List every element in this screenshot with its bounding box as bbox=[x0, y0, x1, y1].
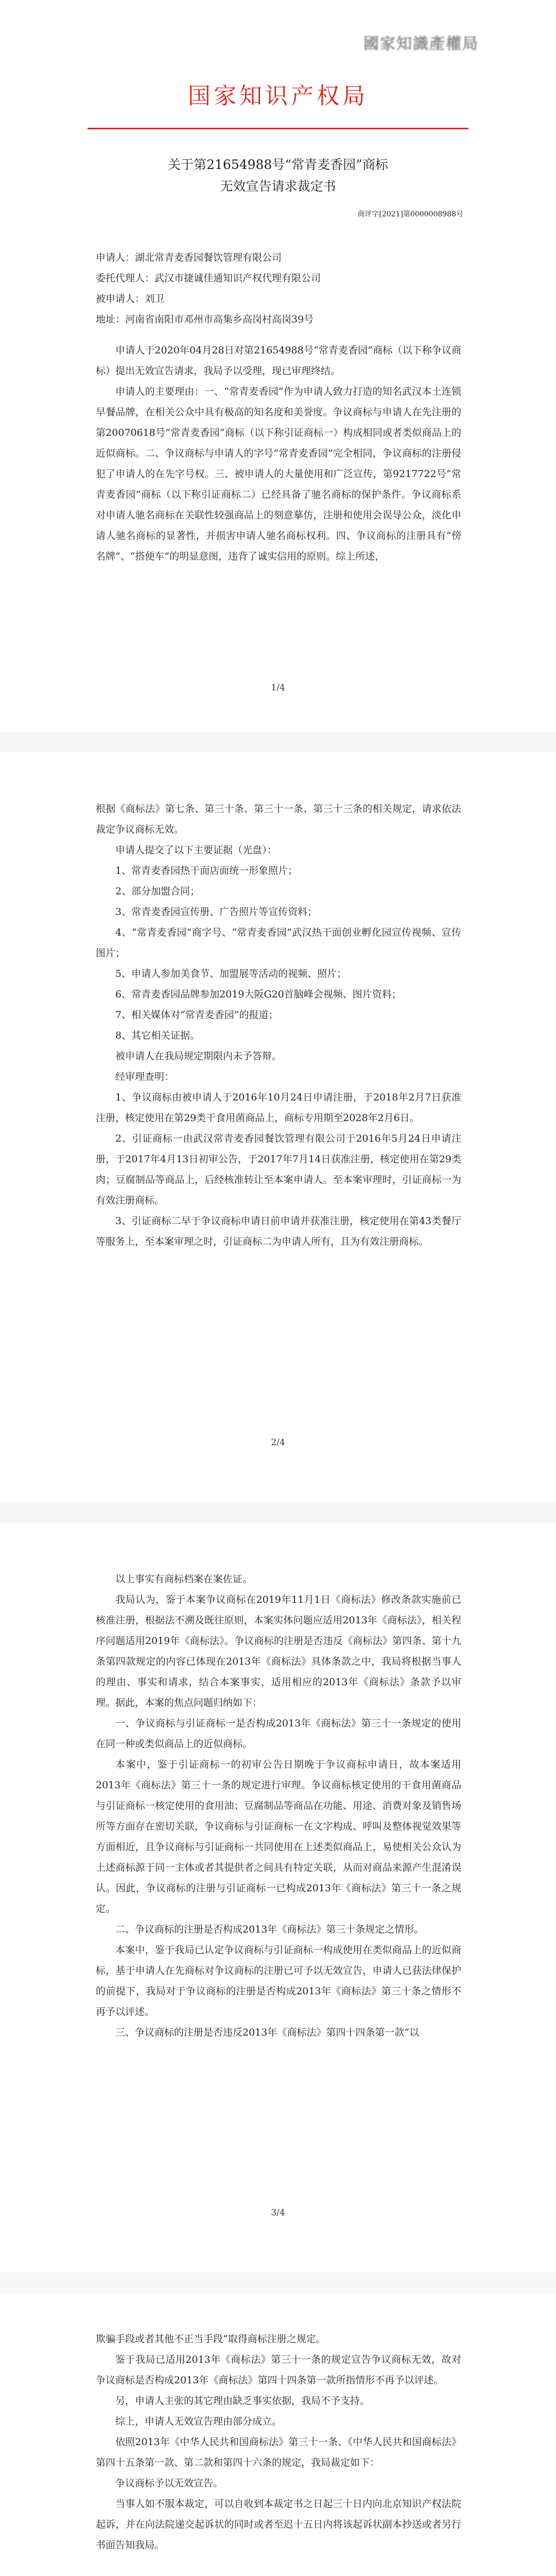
applicant: 申请人：湖北常青麦香园餐饮管理有限公司 bbox=[96, 252, 282, 263]
paragraph: 1、常青麦香园热干面店面统一形象照片； bbox=[115, 865, 298, 876]
paragraph: 被申请人在我局规定期限内未予答辩。 bbox=[115, 1050, 282, 1062]
paragraph: 4、“常青麦香园”商字号、“常青麦香园”武汉热干面创业孵化园宣传视频、宣传图片； bbox=[96, 927, 461, 959]
paragraph: 1、争议商标由被申请人于2016年10月24日申请注册，于2018年2月7日获准注册，核定使用在第29类干食用菌商品上，商标专用期至2028年2月6日。 bbox=[96, 1092, 461, 1124]
page-number: 3/4 bbox=[271, 2208, 285, 2218]
paragraph: 申请人的主要理由：一、“常青麦香园”作为申请人致力打造的知名武汉本土连锁早餐品牌，在相关公众中具有极高的知名度和美誉度。争议商标与申请人在先注册的第20070618号“常青麦香园”商标（以下称引证商标一）构成相同或者类似商品上的近似商标。二、争议商标与申请人的字号“常青麦香园”完全相同，争议商标的注册侵犯了申请人的在先字号权。三、被申请人的大量使用和广泛宣传，第9217722号“常青麦香园”商标（以下称引证商标二）已经具备了驰名商标的保护条件。争议商标系对申请人驰名商标在关联性较强商品上的刻意摹仿，注册和使用会误导公众，淡化申请人驰名商标的显著性，并损害申请人驰名商标权利。四、争议商标的注册具有“傍名牌”、“搭便车”的明显意图，违背了诚实信用的原则。综上所述， bbox=[96, 386, 461, 562]
page3-body bbox=[96, 1569, 461, 2043]
paragraph: 依照2013年《中华人民共和国商标法》第三十一条、《中华人民共和国商标法》第四十五条第一款、第二款和第四十六条的规定，我局裁定如下： bbox=[96, 2436, 461, 2468]
paragraph: 7、相关媒体对“常青麦香园”的报道； bbox=[115, 1009, 279, 1021]
parties-block bbox=[96, 247, 461, 330]
paragraph: 当事人如不服本裁定，可以自收到本裁定书之日起三十日内向北京知识产权法院起诉，并在向法院递交起诉状的同时或者至迟十五日内将该起诉状副本抄送或者另行书面告知我局。 bbox=[96, 2498, 461, 2551]
paragraph: 我局认为，鉴于本案争议商标在2019年11月1日《商标法》修改条款实施前已核准注册，根据法不溯及既往原则，本案实体问题应适用2013年《商标法》，相关程序问题适用2019年《商标法》。争议商标的注册是否违反《商标法》第四条、第十九条第四款规定的内容已体现在2013年《商标法》具体条款之中，我局将根据当事人的理由、事实和请求，结合本案事实，适用相应的2013年《商标法》条款予以审理。据此，本案的焦点问题归纳如下： bbox=[96, 1594, 461, 1708]
paragraph: 本案中，鉴于我局已认定争议商标与引证商标一构成使用在类似商品上的近似商标，基于申请人在先商标对争议商标的注册已可予以无效宣告，申请人已获法律保护的前提下，我局对于争议商标的注册是否构成2013年《商标法》第三十条之情形不再予以评述。 bbox=[96, 1944, 461, 2018]
paragraph: 综上，申请人无效宣告理由部分成立。 bbox=[115, 2416, 282, 2427]
paragraph: 2、部分加盟合同； bbox=[115, 886, 200, 897]
page2-body bbox=[96, 799, 461, 1252]
blurred-header-watermark: 國家知識產權局 bbox=[363, 35, 479, 53]
paragraph: 以上事实有商标档案在案佐证。 bbox=[115, 1573, 253, 1585]
document-page-4 bbox=[0, 2293, 556, 2576]
paragraph: 争议商标予以无效宣告。 bbox=[115, 2478, 223, 2489]
agency-name: 国家知识产权局 bbox=[188, 83, 368, 109]
paragraph: 申请人提交了以下主要证据（光盘）： bbox=[115, 844, 277, 856]
page1-body bbox=[96, 340, 461, 567]
document-page-1 bbox=[0, 0, 556, 732]
paragraph: 6、常青麦香园品牌参加2019大阪G20首脑峰会视频、图片资料； bbox=[115, 989, 402, 1000]
paragraph: 本案中，鉴于引证商标一的初审公告日期晚于争议商标申请日，故本案适用2013年《商标法》第三十一条的规定进行审理。争议商标核定使用的干食用菌商品与引证商标一核定使用的食用油；豆腐制品等商品在功能、用途、消费对象及销售场所等方面存在密切关联，争议商标与引证商标一在文字构成、呼叫及整体视觉效果等方面相近，且争议商标与引证商标一共同使用在上述类似商品上，易使相关公众认为上述商标源于同一主体或者其提供者之间具有特定关联，从而对商品来源产生混淆误认。因此，争议商标的注册与引证商标一已构成2013年《商标法》第三十一条之规定。 bbox=[96, 1759, 461, 1914]
paragraph: 2、引证商标一由武汉常青麦香园餐饮管理有限公司于2016年5月24日申请注册，于2017年4月13日初审公告，于2017年7月14日获准注册，核定使用在第29类肉；豆腐制品等商品上，后经核准转让至本案申请人。至本案审理时，引证商标一为有效注册商标。 bbox=[96, 1133, 461, 1206]
paragraph: 8、其它相关证据。 bbox=[115, 1030, 200, 1041]
doc-title-line2: 无效宣告请求裁定书 bbox=[220, 179, 336, 194]
paragraph: 另，申请人主张的其它理由缺乏事实依据，我局不予支持。 bbox=[115, 2395, 370, 2406]
paragraph: 一、争议商标与引证商标一是否构成2013年《商标法》第三十一条规定的使用在同一种或类似商品上的近似商标。 bbox=[96, 1718, 461, 1750]
page-number: 1/4 bbox=[271, 683, 285, 693]
page-number: 2/4 bbox=[271, 1437, 285, 1448]
paragraph: 三、争议商标的注册是否违反2013年《商标法》第四十四条第一款“以 bbox=[115, 2027, 420, 2038]
paragraph: 5、申请人参加美食节、加盟展等活动的视频、照片； bbox=[115, 968, 347, 979]
paragraph: 欺骗手段或者其他不正当手段”取得商标注册之规定。 bbox=[96, 2333, 326, 2345]
document-number: 商评字[2021]第0000008988号 bbox=[357, 210, 463, 218]
paragraph: 二、争议商标的注册是否构成2013年《商标法》第三十条规定之情形。 bbox=[115, 1924, 424, 1935]
red-divider bbox=[88, 128, 468, 129]
paragraph: 根据《商标法》第七条、第三十条、第三十一条、第三十三条的相关规定，请求依法裁定争议商标无效。 bbox=[96, 803, 461, 835]
paragraph: 3、常青麦香园宣传册、广告照片等宣传资料； bbox=[115, 906, 318, 918]
agent: 委托代理人：武汉市捷诚佳通知识产权代理有限公司 bbox=[96, 273, 321, 284]
paragraph: 3、引证商标二早于争议商标申请日前申请并获准注册，核定使用在第43类餐厅等服务上，至本案审理之时，引证商标二为申请人所有，且为有效注册商标。 bbox=[96, 1215, 461, 1247]
paragraph: 鉴于我局已适用2013年《商标法》第三十一条的规定宣告争议商标无效，故对争议商标是否构成2013年《商标法》第四十四条第一款所指情形不再予以评述。 bbox=[96, 2354, 461, 2386]
paragraph: 申请人于2020年04月28日对第21654988号“常青麦香园”商标（以下称争议商标）提出无效宣告请求，我局予以受理，现已审理终结。 bbox=[96, 345, 461, 377]
paragraph: 经审理查明： bbox=[115, 1071, 175, 1082]
respondent-address: 地址：河南省南阳市邓州市高集乡高岗村高岗39号 bbox=[96, 314, 314, 325]
page4-body bbox=[96, 2329, 461, 2555]
respondent: 被申请人：刘卫 bbox=[96, 293, 165, 304]
document-page-2 bbox=[0, 752, 556, 1502]
doc-title-line1: 关于第21654988号“常青麦香园”商标 bbox=[168, 157, 388, 172]
document-page-3 bbox=[0, 1522, 556, 2272]
